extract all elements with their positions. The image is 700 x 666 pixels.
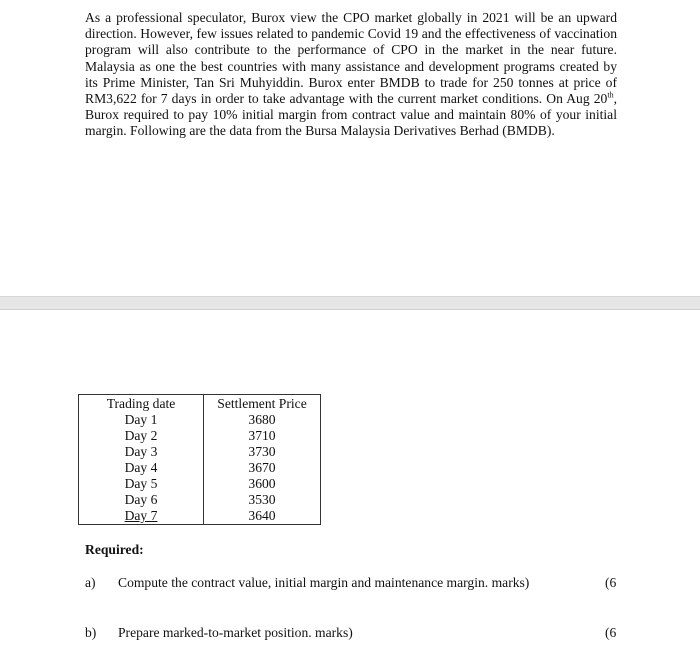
intro-text-part2: , Burox required to pay 10% initial margin from contract value and maintain 80% of your initial margin. Following are the data from the Bursa Malaysia Derivatives Berhad (BMDB). [85, 91, 617, 139]
settlement-price-cell: 3600 [204, 476, 321, 492]
question-text: Compute the contract value, initial margin and maintenance margin. marks) [118, 575, 530, 590]
trading-date-cell: Day 6 [79, 492, 204, 508]
trading-date-cell: Day 5 [79, 476, 204, 492]
ordinal-superscript: th [607, 90, 614, 100]
settlement-price-cell: 3670 [204, 460, 321, 476]
trading-date-cell [79, 508, 204, 525]
trading-date-cell: Day 2 [79, 428, 204, 444]
trading-date-text: Day 7 [124, 508, 158, 523]
header-settlement-price: Settlement Price [204, 395, 321, 413]
settlement-price-cell: 3730 [204, 444, 321, 460]
header-trading-date: Trading date [79, 395, 204, 413]
intro-paragraph [85, 10, 617, 140]
table-header-row [79, 395, 321, 413]
settlement-price-table [78, 394, 321, 525]
required-heading: Required: [85, 542, 144, 557]
settlement-price-cell: 3710 [204, 428, 321, 444]
table-row [79, 476, 321, 492]
table-row [79, 508, 321, 525]
intro-text-part1: As a professional speculator, Burox view the CPO market globally in 2021 will be an upward direction. However, few issues related to pandemic Covid 19 and the effectiveness of vaccination program will also contribute to the performance of CPO in the market in the near future. Malaysia as one the best countries with many assistance and development programs created by its Prime Minister, Tan Sri Muhyiddin. Burox enter BMDB to trade for 250 tonnes at price of RM3,622 for 7 days in order to take advantage with the current market conditions. On Aug 20 [85, 10, 617, 107]
question-text: Prepare marked-to-market position. marks) [118, 625, 353, 640]
table-row [79, 428, 321, 444]
upper-page [0, 0, 700, 296]
settlement-price-cell: 3530 [204, 492, 321, 508]
settlement-price-cell: 3680 [204, 412, 321, 428]
lower-page [0, 310, 700, 666]
settlement-price-cell: 3640 [204, 508, 321, 525]
trading-date-cell: Day 4 [79, 460, 204, 476]
trading-date-cell: Day 1 [79, 412, 204, 428]
table-row [79, 460, 321, 476]
question-letter: a) [85, 575, 96, 590]
question-marks: (6 [605, 575, 617, 590]
table-row [79, 444, 321, 460]
question-letter: b) [85, 625, 97, 640]
trading-date-cell: Day 3 [79, 444, 204, 460]
page-divider [0, 296, 700, 310]
question-marks: (6 [605, 625, 617, 640]
table-row [79, 492, 321, 508]
table-row [79, 412, 321, 428]
